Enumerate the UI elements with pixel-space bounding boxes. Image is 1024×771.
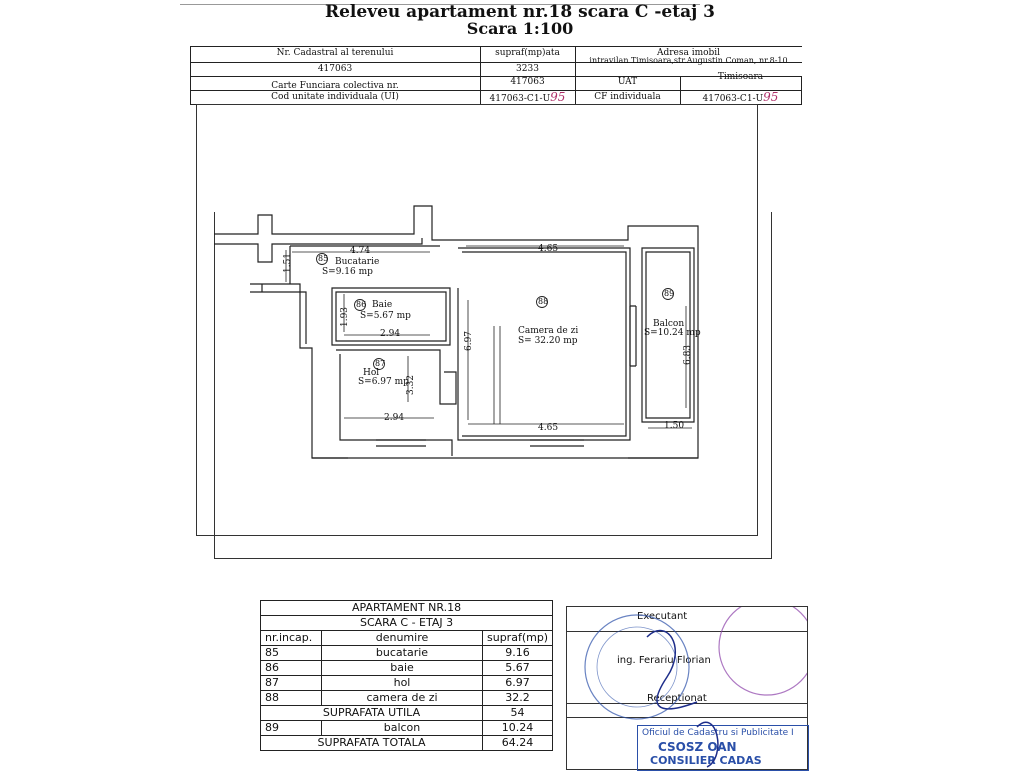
cf-collective-label: Carte Funciara colectiva nr. (271, 81, 399, 91)
apartment-area-table (260, 600, 553, 751)
room-area-bucatarie: S=6.97 mp (358, 377, 409, 387)
room-number-85: 87 (375, 359, 386, 368)
cadastral-label: Nr. Cadastral al terenului (276, 48, 394, 58)
row-nr: 85 (261, 646, 322, 661)
dim-baie-height: 1.93 (340, 306, 351, 328)
officer-name: CSOSZ OAN (658, 740, 737, 754)
total-area-label: SUPRAFATA TOTALA (261, 736, 483, 751)
dim-camera-width-bottom: 4.65 (538, 423, 559, 433)
uat-label: UAT (617, 77, 638, 87)
dim-balcon-width: 1.50 (664, 421, 685, 431)
table-row (261, 691, 553, 706)
dim-hol-width: 4.74 (350, 246, 371, 256)
dim-balcon-height: 6.83 (683, 344, 694, 366)
room-number-87: 85 (318, 254, 329, 263)
cf-collective-value: 417063 (510, 77, 545, 87)
row-denumire: camera de zi (322, 691, 483, 706)
engineer-name: ing. Ferariu Florian (617, 655, 711, 666)
page-title: Releveu apartament nr.18 scara C -etaj 3 (324, 2, 716, 22)
address-label: Adresa imobil (656, 48, 721, 58)
room-number-89: 89 (664, 289, 675, 298)
cf-individual-label: CF individuala (594, 92, 661, 102)
table-row (261, 721, 553, 736)
table-row (261, 676, 553, 691)
col-header-nr: nr.incap. (261, 631, 322, 646)
row-suprafata: 6.97 (483, 676, 553, 691)
address-value: intravilan Timisoara,str.Augustin Coman, nr.8-10 (589, 56, 788, 65)
room-area-hol: S=9.16 mp (322, 267, 373, 277)
row-suprafata: 10.24 (483, 721, 553, 736)
table-title: APARTAMENT NR.18 (261, 601, 553, 616)
officer-role: CONSILIER CADAS (650, 754, 762, 767)
col-header-denumire: denumire (322, 631, 483, 646)
room-name-hol: Bucatarie (335, 257, 380, 267)
office-name: Oficiul de Cadastru si Publicitate I (642, 728, 794, 738)
row-nr: 88 (261, 691, 322, 706)
dim-bucatarie-width: 2.94 (384, 413, 405, 423)
scale-label: Scara 1:100 (466, 19, 574, 38)
dim-camera-width-top: 4.65 (538, 244, 559, 254)
row-denumire: baie (322, 661, 483, 676)
dim-baie-width: 2.94 (380, 329, 401, 339)
ui-code-value: 417063-C1-U95 (489, 90, 566, 104)
cf-individual-value: 417063-C1-U95 (702, 90, 779, 104)
dim-hol-height: 1.51 (283, 252, 294, 274)
row-nr: 87 (261, 676, 322, 691)
receptionat-label: Receptionat (647, 693, 707, 704)
room-area-baie: S=5.67 mp (360, 311, 411, 321)
area-label: supraf(mp)ata (495, 48, 560, 58)
row-nr: 86 (261, 661, 322, 676)
round-seal-stamps (567, 607, 807, 769)
row-denumire: balcon (322, 721, 483, 736)
row-nr: 89 (261, 721, 322, 736)
row-suprafata: 32.2 (483, 691, 553, 706)
room-name-bucatarie: Hol (363, 368, 380, 378)
table-row (261, 661, 553, 676)
executant-label: Executant (637, 611, 688, 622)
dim-camera-height: 6.97 (464, 330, 475, 352)
ui-code-label: Cod unitate individuala (UI) (271, 92, 399, 102)
row-denumire: bucatarie (322, 646, 483, 661)
useful-area-label: SUPRAFATA UTILA (261, 706, 483, 721)
room-name-balcon: Balcon (653, 319, 685, 329)
table-subtitle: SCARA C - ETAJ 3 (261, 616, 553, 631)
total-area-value: 64.24 (483, 736, 553, 751)
row-suprafata: 9.16 (483, 646, 553, 661)
dim-bucatarie-height: 3.32 (406, 374, 417, 396)
area-value: 3233 (516, 64, 539, 74)
useful-area-value: 54 (483, 706, 553, 721)
uat-value: Timisoara (717, 72, 764, 82)
signature-box (566, 606, 808, 770)
room-area-camera: S= 32.20 mp (518, 336, 578, 346)
room-area-balcon: S=10.24 mp (644, 328, 701, 338)
room-name-camera: Camera de zi (518, 326, 579, 336)
cadastral-value: 417063 (317, 64, 353, 74)
table-row (261, 646, 553, 661)
room-number-88: 88 (538, 297, 549, 306)
row-suprafata: 5.67 (483, 661, 553, 676)
room-number-86: 86 (356, 300, 367, 309)
row-denumire: hol (322, 676, 483, 691)
room-name-baie: Baie (372, 300, 393, 310)
col-header-suprafata: supraf(mp) (483, 631, 553, 646)
